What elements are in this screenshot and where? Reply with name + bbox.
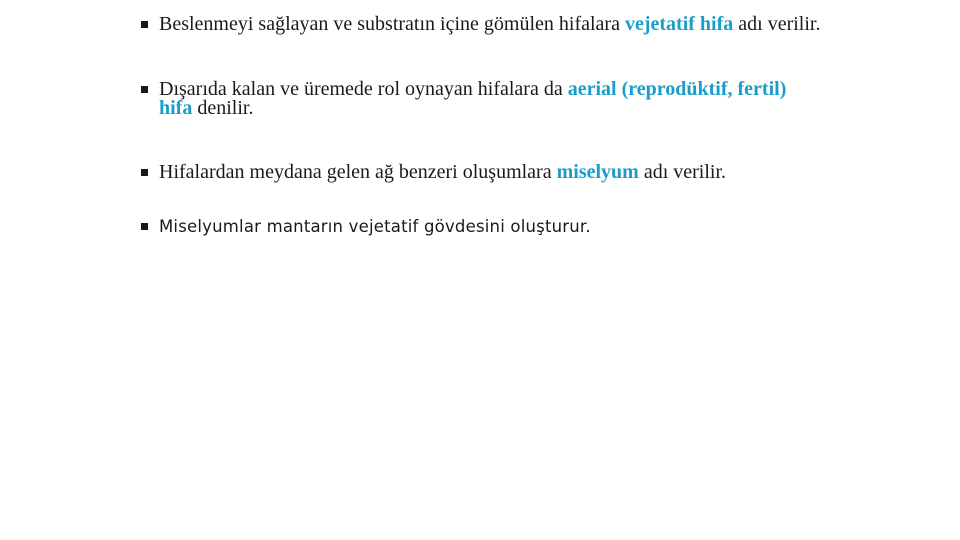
square-bullet-icon — [141, 169, 148, 176]
bullet-text: denilir. — [192, 97, 254, 119]
highlighted-term: miselyum — [556, 161, 639, 183]
highlighted-term: aerial (reprodüktif, fertil) hifa — [159, 78, 787, 119]
bullet-text: Dışarıda kalan ve üremede rol oynayan hifalara da — [159, 78, 568, 100]
square-bullet-icon — [141, 21, 148, 28]
square-bullet-icon — [141, 223, 148, 230]
square-bullet-icon — [141, 86, 148, 93]
bullet-text: Beslenmeyi sağlayan ve substratın içine gömülen hifalara — [159, 13, 625, 35]
bullet-text: adı verilir. — [638, 161, 727, 183]
bullet-item-miselyum-govde — [141, 217, 821, 237]
bullet-text: adı verilir. — [733, 13, 821, 35]
bullet-item-miselyum — [141, 163, 821, 182]
bullet-list — [141, 15, 821, 237]
bullet-text: Miselyumlar mantarın vejetatif gövdesini oluşturur. — [159, 217, 591, 236]
bullet-text: Hifalardan meydana gelen ağ benzeri oluşumlara — [159, 161, 557, 183]
bullet-item-vejetatif-hifa — [141, 15, 821, 34]
highlighted-term: vejetatif hifa — [624, 13, 734, 35]
bullet-item-aerial-hifa — [141, 80, 821, 118]
